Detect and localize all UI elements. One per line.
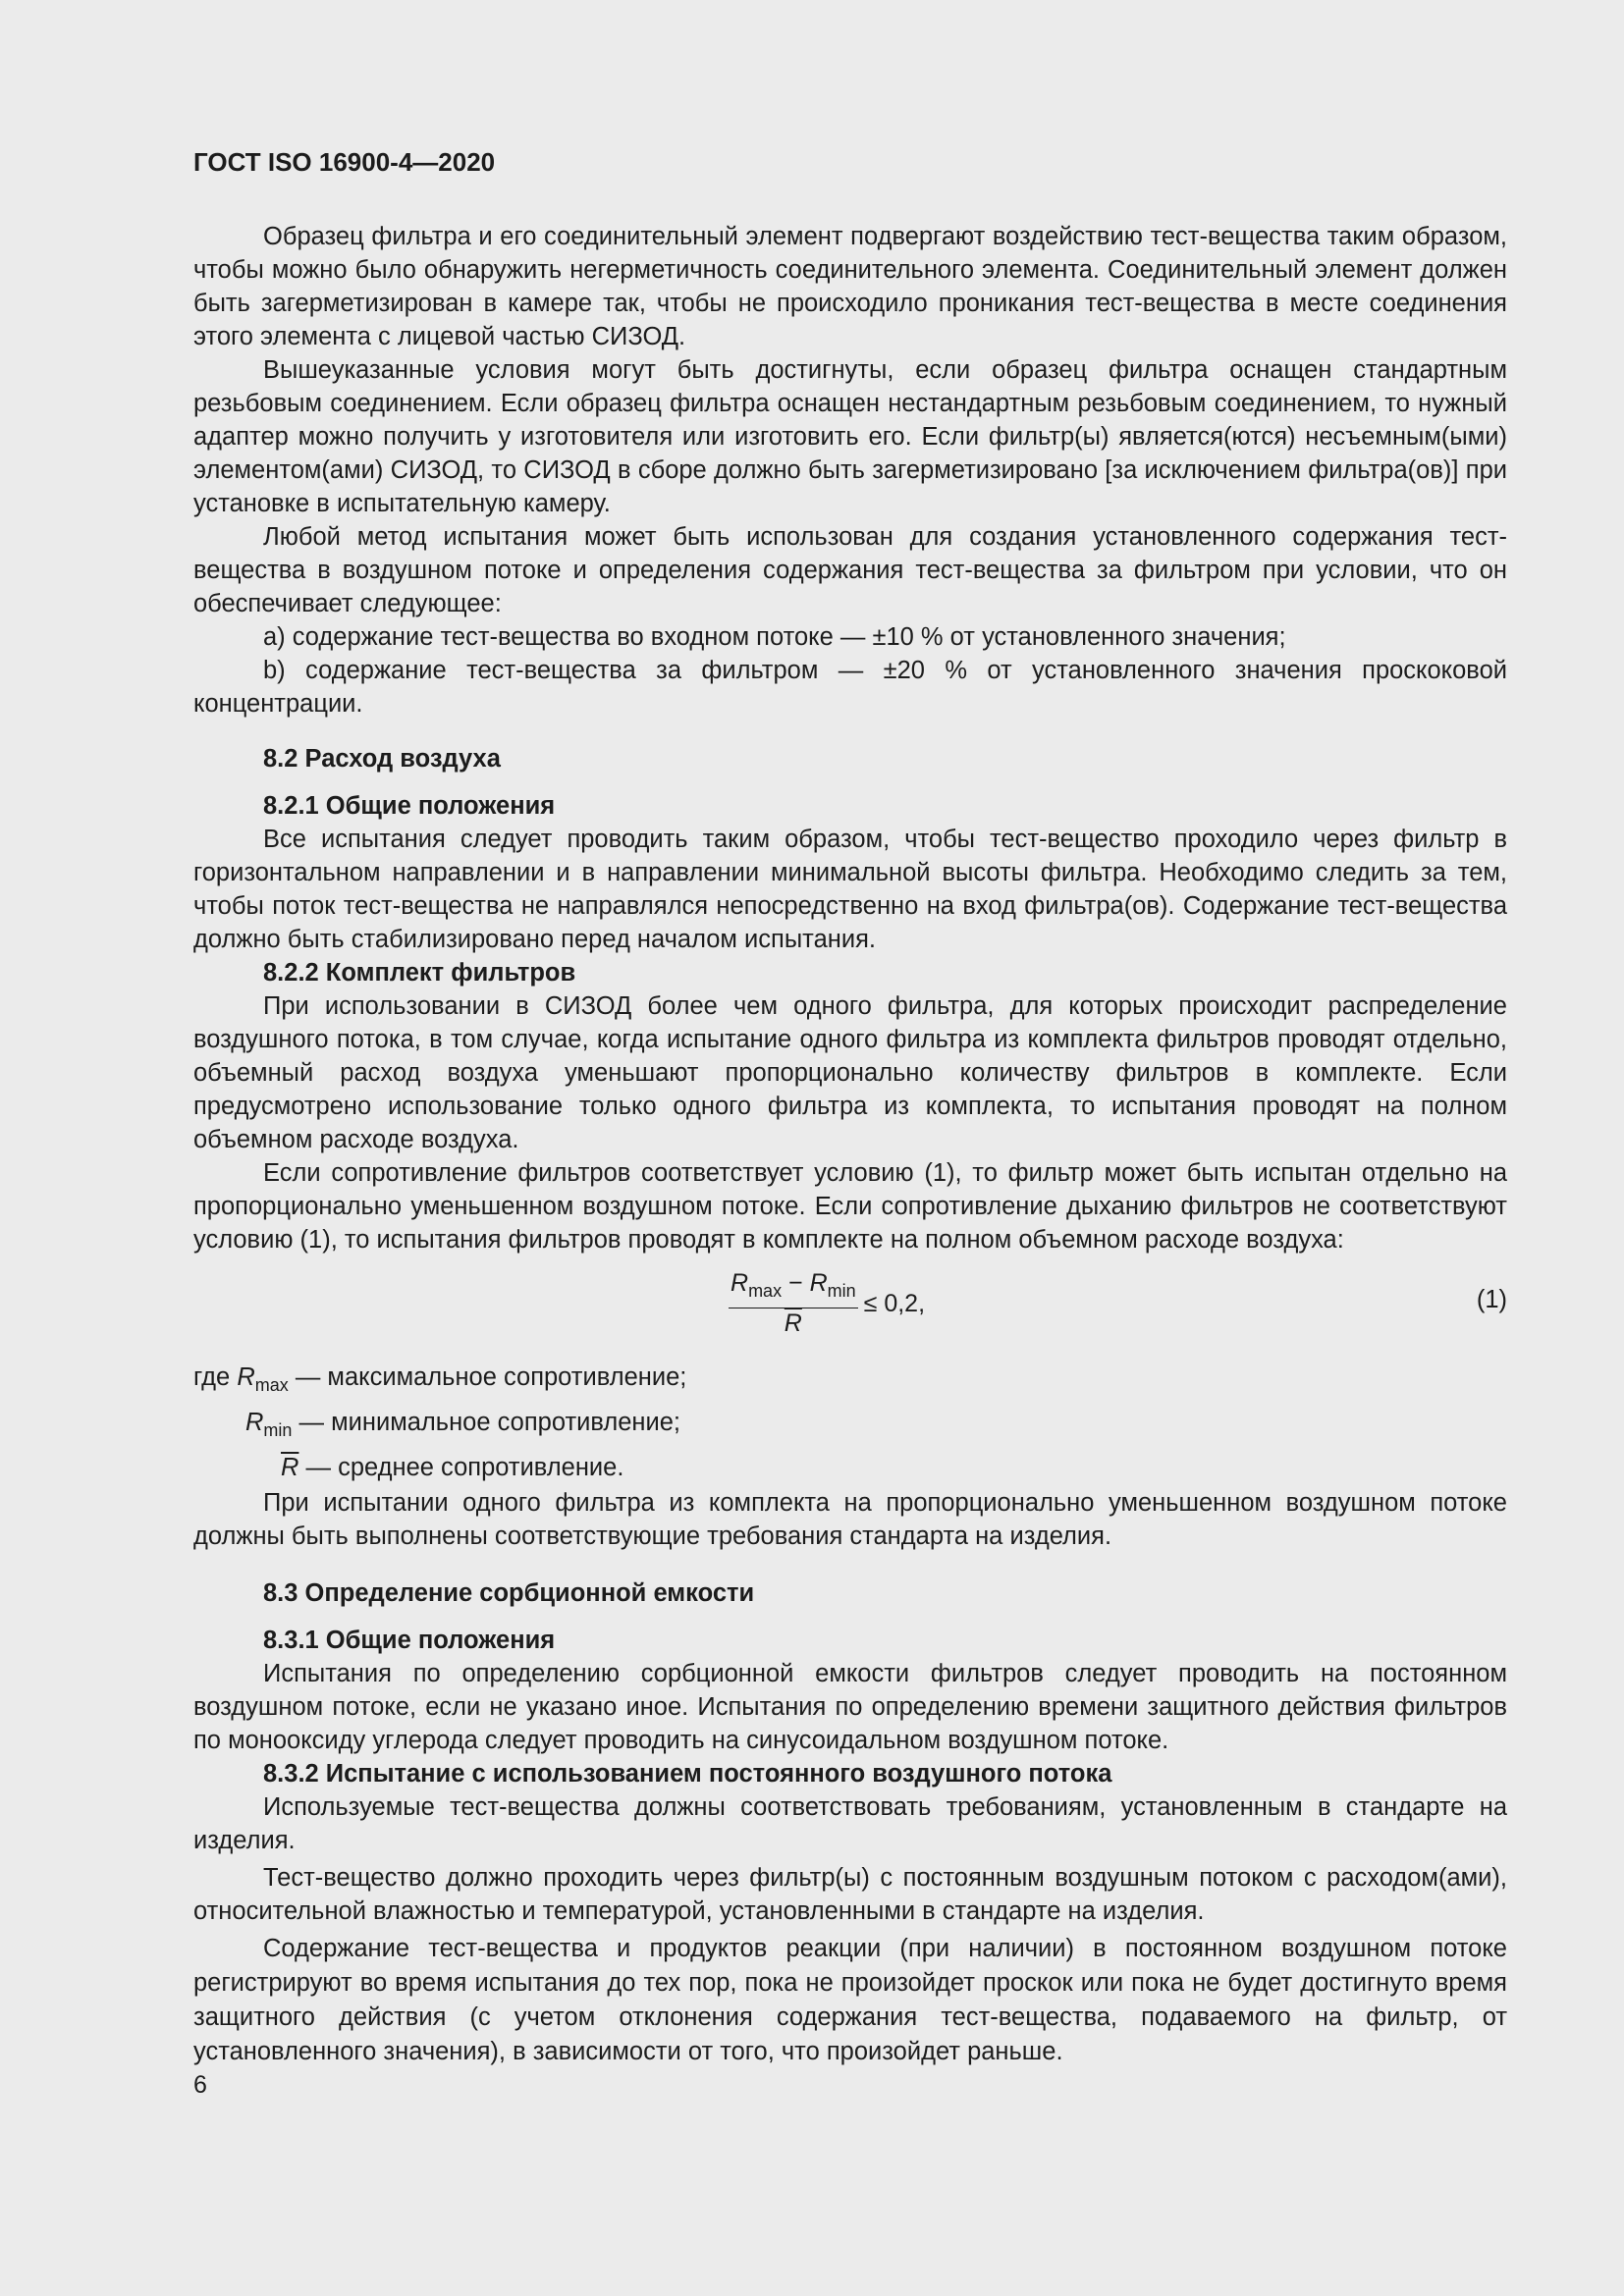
list-item-b: b) содержание тест-вещества за фильтром — ±20 % от установленного значения проскоковой концентрации. (193, 657, 1507, 718)
paragraph-8-3-2-b: Тест-вещество должно проходить через фильтр(ы) с постоянным воздушным потоком с расходом(ами), относительной влажностью и температурой, установленными в стандарте на изделия. (193, 1864, 1507, 1925)
paragraph-8-3-2-a: Используемые тест-вещества должны соответствовать требованиям, установленным в стандарте на изделия. (193, 1793, 1507, 1854)
section-heading-8-2: 8.2 Расход воздуха (263, 745, 501, 773)
subsection-heading-8-2-1: 8.2.1 Общие положения (263, 792, 556, 820)
legend-rmin: $R_{min}$ — минимальное сопротивление; (245, 1409, 680, 1440)
intro-paragraph-2: Вышеуказанные условия могут быть достигнуты, если образец фильтра оснащен стандартным резьбовым соединением. Если образец фильтра оснащен нестандартным резьбовым соединением, то нужный адаптер можно получить у изготовителя или изготовить его. Если фильтр(ы) является(ются) несъемным(ыми) элементом(ами) СИЗОД, то СИЗОД в сборе должно быть загерметизировано [за исключением фильтра(ов)] при установке в испытательную камеру. (193, 356, 1507, 517)
paragraph-8-2-2-b: Если сопротивление фильтров соответствует условию (1), то фильтр может быть испытан отдельно на пропорционально уменьшенном воздушном потоке. Если сопротивление дыханию фильтров не соответствуют условию (1), то испытания фильтров проводят в комплекте на полном объемном расходе воздуха: (193, 1159, 1507, 1254)
formula-legend (193, 1359, 1507, 1486)
intro-paragraph-1: Образец фильтра и его соединительный элемент подвергают воздействию тест-вещества таким образом, чтобы можно было обнаружить негерметичность соединительного элемента. Соединительный элемент должен быть загерметизирован в камере так, чтобы не происходило проникания тест-вещества в месте соединения этого элемента с лицевой частью СИЗОД. (193, 223, 1507, 350)
formula-numerator: $R_{max} - R_{min}$ (729, 1268, 858, 1308)
paragraph-8-2-1: Все испытания следует проводить таким образом, чтобы тест-вещество проходило через фильтр в горизонтальном направлении и в направлении минимальной высоты фильтра. Необходимо следить за тем, чтобы поток тест-вещества не направлялся непосредственно на вход фильтра(ов). Содержание тест-вещества должно быть стабилизировано перед началом испытания. (193, 826, 1507, 953)
intro-paragraph-3: Любой метод испытания может быть использован для создания установленного содержания тест-вещества в воздушном потоке и определения содержания тест-вещества за фильтром при условии, что он обеспечивает следующее: (193, 523, 1507, 617)
paragraph-8-3-1: Испытания по определению сорбционной емкости фильтров следует проводить на постоянном воздушном потоке, если не указано иное. Испытания по определению времени защитного действия фильтров по монооксиду углерода следует проводить на синусоидальном воздушном потоке. (193, 1660, 1507, 1754)
section-heading-8-3: 8.3 Определение сорбционной емкости (263, 1579, 755, 1607)
formula-rhs: ≤ 0,2, (863, 1289, 926, 1317)
legend-rmax: где $R_{max}$ — максимальное сопротивление; (193, 1363, 687, 1395)
formula-1 (193, 1258, 1507, 1347)
page-number: 6 (193, 2071, 207, 2099)
paragraph-8-2-2-c: При испытании одного фильтра из комплекта на пропорционально уменьшенном воздушном потоке должны быть выполнены соответствующие требования стандарта на изделия. (193, 1489, 1507, 1550)
formula-expression (729, 1268, 925, 1338)
legend-rmean: $\overline{R}$ — среднее сопротивление. (281, 1454, 624, 1481)
equation-number: (1) (1476, 1286, 1507, 1313)
subsection-heading-8-2-2: 8.2.2 Комплект фильтров (263, 959, 576, 987)
document-header: ГОСТ ISO 16900-4—2020 (193, 147, 496, 177)
paragraph-8-3-2-c: Содержание тест-вещества и продуктов реакции (при наличии) в постоянном воздушном потоке регистрируют во время испытания до тех пор, пока не произойдет проскок или пока не будет достигнуто время защитного действия (с учетом отклонения содержания тест-вещества, подаваемого на фильтр, от установленного значения), в зависимости от того, что произойдет раньше. (193, 1935, 1507, 2065)
paragraph-8-2-2-a: При использовании в СИЗОД более чем одного фильтра, для которых происходит распределение воздушного потока, в том случае, когда испытание одного фильтра из комплекта фильтров проводят отдельно, объемный расход воздуха уменьшают пропорционально количеству фильтров в комплекте. Если предусмотрено использование только одного фильтра из комплекта, то испытания проводят на полном объемном расходе воздуха. (193, 992, 1507, 1153)
list-item-a: a) содержание тест-вещества во входном потоке — ±10 % от установленного значения; (263, 623, 1286, 651)
formula-fraction (729, 1268, 858, 1338)
document-page (193, 145, 1507, 2069)
subsection-heading-8-3-1: 8.3.1 Общие положения (263, 1627, 556, 1654)
formula-denominator: R (784, 1309, 802, 1337)
subsection-heading-8-3-2: 8.3.2 Испытание с использованием постоянного воздушного потока (263, 1760, 1112, 1788)
